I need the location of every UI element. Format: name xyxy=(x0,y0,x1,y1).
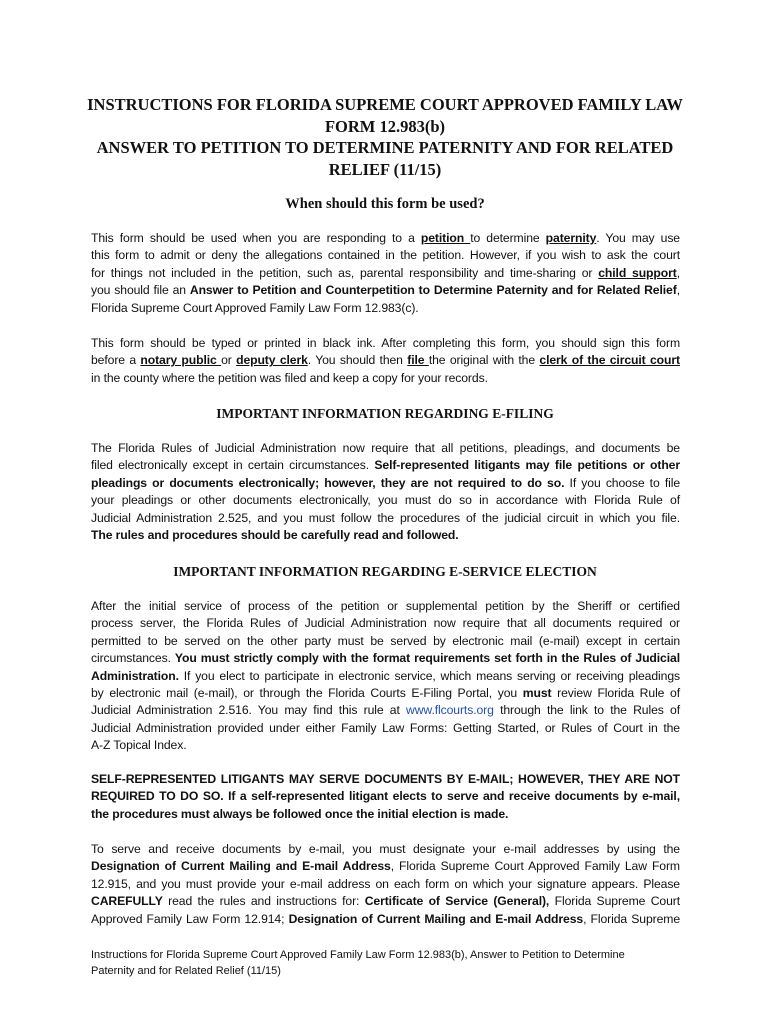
glossary-link-paternity[interactable]: paternity xyxy=(545,231,597,245)
paragraph-eservice: After the initial service of process of the petition or supplemental petition by the Sheriff or certified process server, the Florida Rules of Judicial Administration now require that all documents required or permitted to be served on the other party must be served by electronic mail (e-mail) except in certain circumstances. You must strictly comply with the format requirements set forth in the Rules of Judicial Administration. If you elect to participate in electronic service, which means serving or receiving pleadings by electronic mail (e-mail), or through the Florida Courts E-Filing Portal, you must review Florida Rule of Judicial Administration 2.516. You may find this rule at www.flcourts.org through the link to the Rules of Judicial Administration provided under either Family Law Forms: Getting Started, or Rules of Court in the A-Z Topical Index. xyxy=(91,599,680,753)
paragraph-signing: This form should be typed or printed in black ink. After completing this form, you should sign this form before a notary public or deputy clerk. You should then file the original with the clerk of the circuit court in the county where the petition was filed and keep a copy for your records. xyxy=(91,336,680,385)
paragraph-efiling: The Florida Rules of Judicial Administration now require that all petitions, pleadings, and documents be filed electronically except in certain circumstances. Self-represented litigants may file petitions or other pleadings or documents electronically; however, they are not required to do so. If you choose to file your pleadings or other documents electronically, you must do so in accordance with Florida Rule of Judicial Administration 2.525, and you must follow the procedures of the judicial circuit in which you file. The rules and procedures should be carefully read and followed. xyxy=(91,441,681,543)
glossary-link-file[interactable]: file xyxy=(407,353,429,368)
footer-line: Paternity and for Related Relief (11/15) xyxy=(91,964,281,977)
footer-line: Instructions for Florida Supreme Court Approved Family Law Form 12.983(b), Answer to Petition to Determine xyxy=(91,949,625,961)
paragraph-self-represented-notice: SELF-REPRESENTED LITIGANTS MAY SERVE DOCUMENTS BY E-MAIL; HOWEVER, THEY ARE NOT REQUIRED TO DO SO. If a self-represented litigant elects to serve and receive documents by e-mail, the procedures must always be followed once the initial election is made. xyxy=(91,772,680,821)
title-line: INSTRUCTIONS FOR FLORIDA SUPREME COURT APPROVED FAMILY LAW xyxy=(87,95,683,114)
glossary-link-clerk-circuit-court[interactable]: clerk of the circuit court xyxy=(539,353,680,368)
paragraph-email-designation: To serve and receive documents by e-mail, you must designate your e-mail addresses by using the Designation of Current Mailing and E-mail Address, Florida Supreme Court Approved Family Law Form 12.915, and you must provide your e-mail address on each form on which your signature appears. Please CAREFULLY read the rules and instructions for: Certificate of Service (General), Florida Supreme Court Approved Family Law Form 12.914; Designation of Current Mailing and E-mail Address, Florida Supreme xyxy=(91,842,681,926)
title-line: ANSWER TO PETITION TO DETERMINE PATERNITY AND FOR RELATED xyxy=(96,138,674,157)
section-heading-when-used: When should this form be used? xyxy=(285,196,485,212)
glossary-link-child-support[interactable]: child support xyxy=(598,265,677,280)
title-line: RELIEF (11/15) xyxy=(328,159,442,179)
section-heading-efiling: IMPORTANT INFORMATION REGARDING E-FILING xyxy=(216,406,554,421)
page-title xyxy=(80,94,690,180)
title-line: FORM 12.983(b) xyxy=(324,116,446,136)
page-footer xyxy=(91,948,691,979)
section-heading-eservice: IMPORTANT INFORMATION REGARDING E-SERVICE ELECTION xyxy=(173,564,597,579)
glossary-link-deputy-clerk[interactable]: deputy clerk xyxy=(236,353,308,368)
glossary-link-notary-public[interactable]: notary public xyxy=(140,353,222,368)
glossary-link-petition[interactable]: petition xyxy=(420,231,471,245)
flcourts-link[interactable]: www.flcourts.org xyxy=(406,703,494,718)
paragraph-usage: This form should be used when you are responding to a petition to determine paternity. You may use this form to admit or deny the allegations contained in the petition. However, if you wish to ask the court for things not included in the petition, such as, parental responsibility and time-sharing or child support, you should file an Answer to Petition and Counterpetition to Determine Paternity and for Related Relief, Florida Supreme Court Approved Family Law Form 12.983(c). xyxy=(91,231,680,315)
